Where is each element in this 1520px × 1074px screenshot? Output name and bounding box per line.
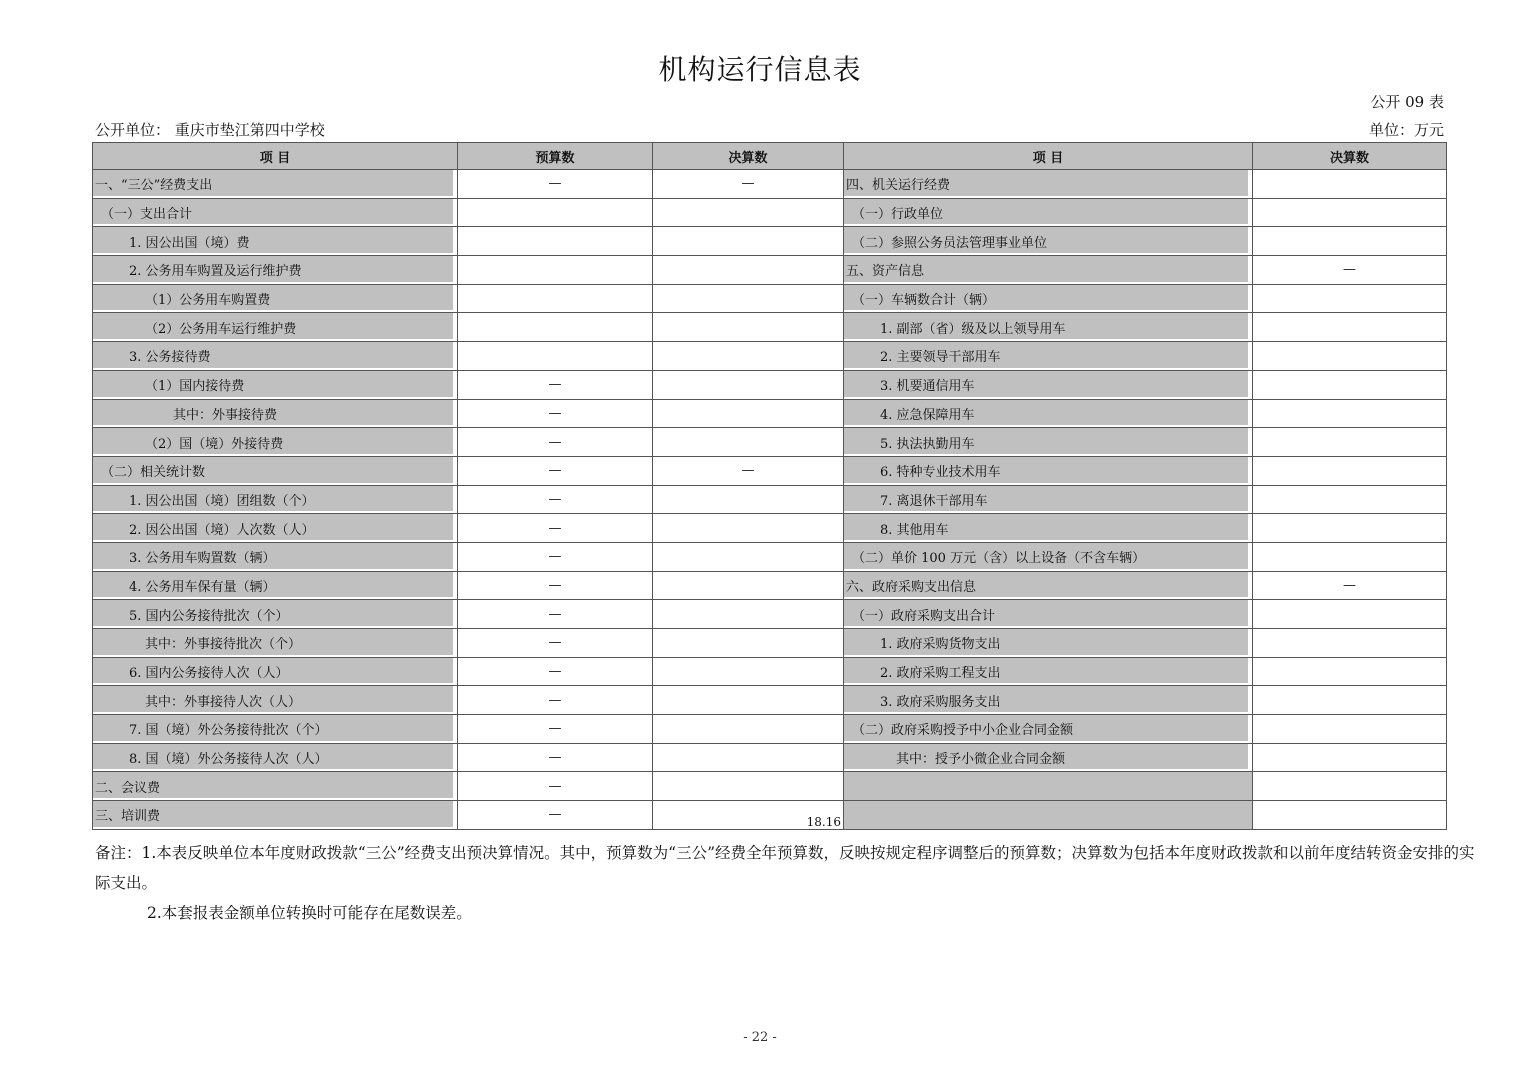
table-row — [93, 370, 1447, 399]
left-item-cell: 三、培训费 — [93, 801, 458, 830]
budget-cell: — — [458, 428, 653, 457]
right-final-cell: — — [1253, 571, 1447, 600]
table-row — [93, 284, 1447, 313]
right-final-cell — [1253, 600, 1447, 629]
left-item-cell: 5. 国内公务接待批次（个） — [93, 600, 458, 629]
right-final-cell — [1253, 629, 1447, 658]
table-row — [93, 686, 1447, 715]
right-item-cell: 4. 应急保障用车 — [844, 399, 1253, 428]
final-cell — [653, 542, 844, 571]
right-item-cell: 2. 主要领导干部用车 — [844, 342, 1253, 371]
budget-cell: — — [458, 715, 653, 744]
final-cell — [653, 198, 844, 227]
right-final-cell — [1253, 686, 1447, 715]
budget-cell: — — [458, 743, 653, 772]
right-item-cell: 其中：授予小微企业合同金额 — [844, 743, 1253, 772]
final-cell: — — [653, 170, 844, 199]
final-cell — [653, 629, 844, 658]
left-item-cell: （一）支出合计 — [93, 198, 458, 227]
right-final-cell — [1253, 715, 1447, 744]
left-item-cell: （2）国（境）外接待费 — [93, 428, 458, 457]
final-cell — [653, 485, 844, 514]
right-item-cell: （一）政府采购支出合计 — [844, 600, 1253, 629]
table-row — [93, 227, 1447, 256]
left-item-cell: 其中：外事接待人次（人） — [93, 686, 458, 715]
final-cell — [653, 772, 844, 801]
final-cell — [653, 284, 844, 313]
right-final-cell — [1253, 198, 1447, 227]
right-item-cell: 1. 政府采购货物支出 — [844, 629, 1253, 658]
note-line-1: 备注：1.本表反映单位本年度财政拨款“三公”经费支出预决算情况。其中，预算数为“三公”经费全年预算数，反映按规定程序调整后的预算数；决算数为包括本年度财政拨款和以前年度结转资金安排的实际支出。 — [95, 844, 1475, 892]
page-number: - 22 - — [743, 1030, 777, 1045]
right-final-cell — [1253, 170, 1447, 199]
info-table — [92, 142, 1447, 830]
right-item-cell: （二）参照公务员法管理事业单位 — [844, 227, 1253, 256]
right-item-cell: 五、资产信息 — [844, 256, 1253, 285]
unit-row — [95, 119, 1444, 140]
left-item-cell: 8. 国（境）外公务接待人次（人） — [93, 743, 458, 772]
final-cell — [653, 313, 844, 342]
header-right-final: 决算数 — [1253, 143, 1447, 170]
final-cell — [653, 600, 844, 629]
left-item-cell: 4. 公务用车保有量（辆） — [93, 571, 458, 600]
budget-cell: — — [458, 514, 653, 543]
budget-cell — [458, 284, 653, 313]
right-item-cell: （一）车辆数合计（辆） — [844, 284, 1253, 313]
table-row — [93, 629, 1447, 658]
budget-cell — [458, 256, 653, 285]
right-final-cell — [1253, 428, 1447, 457]
budget-cell: — — [458, 801, 653, 830]
right-item-cell: 1. 副部（省）级及以上领导用车 — [844, 313, 1253, 342]
right-final-cell — [1253, 485, 1447, 514]
budget-cell: — — [458, 399, 653, 428]
right-item-cell — [844, 801, 1253, 830]
right-item-cell: 四、机关运行经费 — [844, 170, 1253, 199]
left-item-cell: 其中：外事接待批次（个） — [93, 629, 458, 658]
right-final-cell — [1253, 313, 1447, 342]
final-cell — [653, 743, 844, 772]
left-item-cell: （1）国内接待费 — [93, 370, 458, 399]
left-item-cell: 6. 国内公务接待人次（人） — [93, 657, 458, 686]
left-item-cell: （二）相关统计数 — [93, 456, 458, 485]
right-final-cell: — — [1253, 256, 1447, 285]
budget-cell: — — [458, 542, 653, 571]
right-item-cell: 7. 离退休干部用车 — [844, 485, 1253, 514]
table-row — [93, 399, 1447, 428]
right-item-cell: 6. 特种专业技术用车 — [844, 456, 1253, 485]
left-item-cell: （2）公务用车运行维护费 — [93, 313, 458, 342]
final-cell: — — [653, 456, 844, 485]
final-cell — [653, 514, 844, 543]
budget-cell — [458, 227, 653, 256]
table-row — [93, 485, 1447, 514]
budget-cell: — — [458, 657, 653, 686]
right-final-cell — [1253, 342, 1447, 371]
final-cell — [653, 256, 844, 285]
form-number: 公开 09 表 — [1370, 93, 1444, 111]
right-final-cell — [1253, 542, 1447, 571]
final-cell — [653, 571, 844, 600]
table-row — [93, 313, 1447, 342]
table-row — [93, 657, 1447, 686]
right-item-cell — [844, 772, 1253, 801]
table-row — [93, 456, 1447, 485]
final-cell — [653, 370, 844, 399]
notes — [95, 838, 1485, 928]
final-cell — [653, 686, 844, 715]
final-cell — [653, 657, 844, 686]
table-row — [93, 715, 1447, 744]
final-cell — [653, 342, 844, 371]
table-row — [93, 772, 1447, 801]
right-item-cell: 3. 机要通信用车 — [844, 370, 1253, 399]
budget-cell: — — [458, 629, 653, 658]
left-item-cell: 2. 因公出国（境）人次数（人） — [93, 514, 458, 543]
budget-cell: — — [458, 600, 653, 629]
unit-name: 重庆市垫江第四中学校 — [174, 121, 325, 139]
budget-cell: — — [458, 456, 653, 485]
header-right-item: 项 目 — [844, 143, 1253, 170]
unit-label: 公开单位： — [95, 121, 171, 139]
currency-unit: 单位：万元 — [1368, 121, 1444, 139]
right-final-cell — [1253, 514, 1447, 543]
table-row — [93, 600, 1447, 629]
left-item-cell: 3. 公务用车购置数（辆） — [93, 542, 458, 571]
table-row — [93, 428, 1447, 457]
note-line-2: 2.本套报表金额单位转换时可能存在尾数误差。 — [147, 904, 472, 922]
budget-cell — [458, 198, 653, 227]
left-item-cell: 1. 因公出国（境）费 — [93, 227, 458, 256]
right-final-cell — [1253, 399, 1447, 428]
left-item-cell: 其中：外事接待费 — [93, 399, 458, 428]
right-item-cell: （二）政府采购授予中小企业合同金额 — [844, 715, 1253, 744]
budget-cell: — — [458, 571, 653, 600]
table-row — [93, 743, 1447, 772]
table-header-row — [93, 143, 1447, 170]
left-item-cell: 7. 国（境）外公务接待批次（个） — [93, 715, 458, 744]
right-final-cell — [1253, 456, 1447, 485]
final-cell: 18.16 — [653, 801, 844, 830]
right-item-cell: （二）单价 100 万元（含）以上设备（不含车辆） — [844, 542, 1253, 571]
budget-cell: — — [458, 170, 653, 199]
right-item-cell: 六、政府采购支出信息 — [844, 571, 1253, 600]
final-cell — [653, 715, 844, 744]
right-item-cell: （一）行政单位 — [844, 198, 1253, 227]
page-title: 机构运行信息表 — [658, 53, 862, 86]
left-item-cell: 2. 公务用车购置及运行维护费 — [93, 256, 458, 285]
left-item-cell: 二、会议费 — [93, 772, 458, 801]
table-row — [93, 542, 1447, 571]
right-item-cell: 3. 政府采购服务支出 — [844, 686, 1253, 715]
right-item-cell: 8. 其他用车 — [844, 514, 1253, 543]
right-item-cell: 2. 政府采购工程支出 — [844, 657, 1253, 686]
right-final-cell — [1253, 743, 1447, 772]
header-final: 决算数 — [653, 143, 844, 170]
header-left-item: 项 目 — [93, 143, 458, 170]
budget-cell: — — [458, 772, 653, 801]
left-item-cell: 1. 因公出国（境）团组数（个） — [93, 485, 458, 514]
final-cell — [653, 428, 844, 457]
table-row — [93, 170, 1447, 199]
budget-cell — [458, 313, 653, 342]
budget-cell: — — [458, 370, 653, 399]
right-final-cell — [1253, 772, 1447, 801]
right-final-cell — [1253, 284, 1447, 313]
final-cell — [653, 399, 844, 428]
table-row — [93, 198, 1447, 227]
left-item-cell: 3. 公务接待费 — [93, 342, 458, 371]
right-final-cell — [1253, 227, 1447, 256]
table-row — [93, 256, 1447, 285]
budget-cell: — — [458, 686, 653, 715]
left-item-cell: （1）公务用车购置费 — [93, 284, 458, 313]
table-row — [93, 801, 1447, 830]
budget-cell — [458, 342, 653, 371]
table-row — [93, 342, 1447, 371]
right-final-cell — [1253, 657, 1447, 686]
final-cell — [653, 227, 844, 256]
header-budget: 预算数 — [458, 143, 653, 170]
right-final-cell — [1253, 370, 1447, 399]
budget-cell: — — [458, 485, 653, 514]
right-item-cell: 5. 执法执勤用车 — [844, 428, 1253, 457]
right-final-cell — [1253, 801, 1447, 830]
table-row — [93, 514, 1447, 543]
table-row — [93, 571, 1447, 600]
left-item-cell: 一、“三公”经费支出 — [93, 170, 458, 199]
